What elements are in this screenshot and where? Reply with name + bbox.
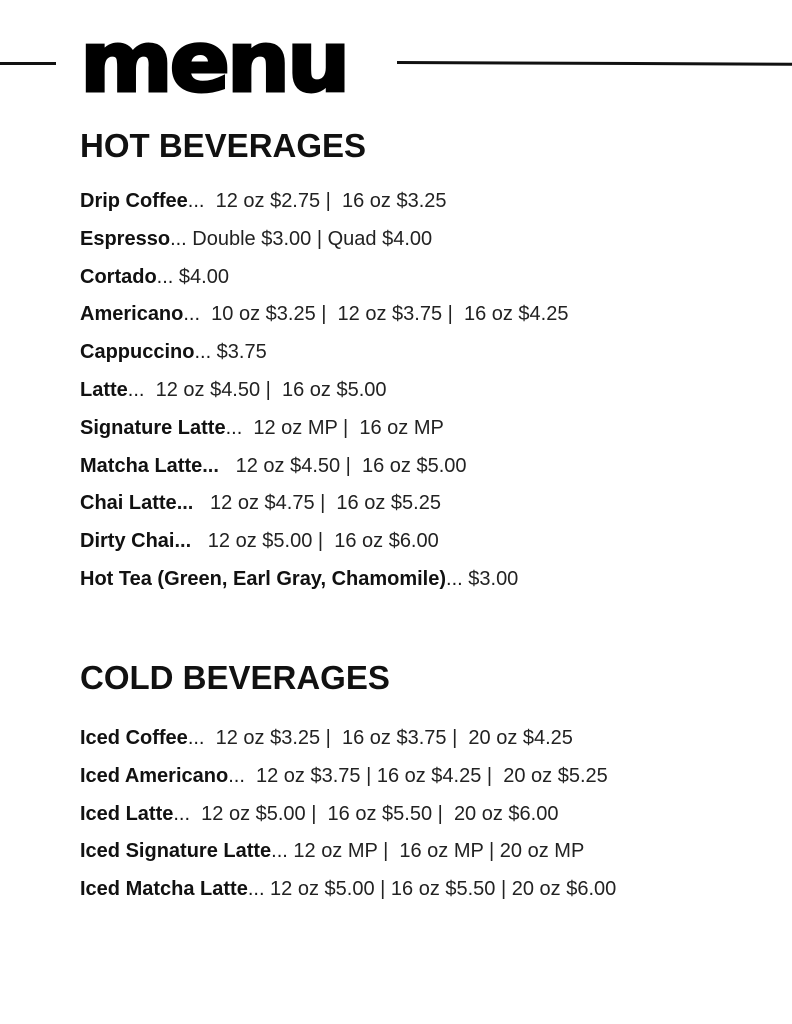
item-name: Dirty Chai — [80, 530, 175, 553]
item-dots: ... — [156, 265, 174, 288]
header-rule-left — [0, 62, 56, 65]
menu-item — [80, 761, 616, 799]
item-dots: ... — [247, 878, 265, 901]
item-price: 12 oz $5.00 | 16 oz $6.00 — [191, 530, 439, 553]
item-price: 12 oz $4.75 | 16 oz $5.25 — [193, 492, 441, 515]
item-name: Hot Tea (Green, Earl Gray, Chamomile) — [80, 567, 447, 590]
item-name: Espresso — [80, 227, 171, 250]
menu-item — [80, 799, 616, 837]
item-name: Iced Signature Latte — [80, 840, 272, 863]
menu-item — [80, 451, 568, 489]
menu-item — [80, 186, 568, 224]
item-name: Signature Latte — [80, 416, 226, 439]
menu-item — [80, 224, 568, 262]
menu-item — [80, 262, 568, 300]
item-price: 12 oz $4.50 | 16 oz $5.00 — [218, 454, 467, 477]
item-name: Iced Americano — [80, 764, 229, 787]
item-name: Drip Coffee — [80, 190, 188, 212]
item-name: Latte — [80, 378, 128, 401]
item-dots: ... — [183, 303, 201, 326]
item-name: Chai Latte — [80, 492, 177, 515]
item-name: Matcha Latte — [80, 454, 203, 477]
hot-beverages-list — [80, 186, 568, 602]
item-price: $4.00 — [173, 265, 229, 288]
item-dots: ... — [173, 802, 191, 825]
item-price: 12 oz $5.00 | 16 oz $5.50 | 20 oz $6.00 — [190, 802, 559, 825]
item-price: 12 oz $3.75 | 16 oz $4.25 | 20 oz $5.25 — [244, 764, 608, 787]
item-dots: ... — [228, 764, 245, 787]
menu-item — [80, 413, 568, 451]
item-dots: ... — [194, 341, 212, 364]
item-price: 12 oz $5.00 | 16 oz $5.50 | 20 oz $6.00 — [264, 878, 617, 901]
item-dots: ... — [225, 416, 243, 439]
item-dots: ... — [202, 454, 219, 477]
item-price: Double $3.00 | Quad $4.00 — [186, 227, 433, 250]
menu-item — [80, 299, 568, 337]
menu-item — [80, 526, 568, 564]
item-dots: ... — [446, 567, 463, 590]
item-price: 12 oz $3.25 | 16 oz $3.75 | 20 oz $4.25 — [204, 727, 573, 749]
menu-item — [80, 488, 568, 526]
cold-beverages-list — [80, 723, 616, 912]
menu-header — [0, 0, 792, 110]
menu-item — [80, 375, 568, 413]
item-price: 12 oz $2.75 | 16 oz $3.25 — [204, 190, 447, 212]
section-title-hot-beverages: HOT BEVERAGES — [80, 127, 367, 164]
item-name: Iced Coffee — [80, 727, 188, 749]
item-dots: ... — [187, 190, 205, 212]
page-title: menu — [80, 13, 348, 111]
header-rule-right — [397, 61, 792, 66]
menu-item — [80, 723, 616, 761]
menu-item — [80, 564, 568, 602]
menu-item — [80, 874, 616, 912]
item-dots: ... — [271, 840, 288, 863]
section-title-cold-beverages: COLD BEVERAGES — [80, 659, 390, 696]
item-name: Cappuccino — [80, 341, 195, 364]
item-name: Cortado — [80, 265, 157, 288]
item-dots: ... — [127, 378, 145, 401]
item-dots: ... — [170, 227, 187, 250]
item-price: 12 oz MP | 16 oz MP — [242, 416, 444, 439]
menu-item — [80, 836, 616, 874]
item-dots: ... — [174, 530, 192, 553]
item-name: Americano — [80, 303, 184, 326]
item-price: 12 oz $4.50 | 16 oz $5.00 — [144, 378, 387, 401]
item-dots: ... — [187, 727, 205, 749]
item-price: 12 oz MP | 16 oz MP | 20 oz MP — [287, 840, 585, 863]
menu-item — [80, 337, 568, 375]
item-name: Iced Latte — [80, 802, 174, 825]
item-price: 10 oz $3.25 | 12 oz $3.75 | 16 oz $4.25 — [200, 303, 569, 326]
item-price: $3.00 — [462, 567, 519, 590]
item-dots: ... — [176, 492, 194, 515]
item-name: Iced Matcha Latte — [80, 878, 248, 901]
item-price: $3.75 — [211, 341, 267, 364]
